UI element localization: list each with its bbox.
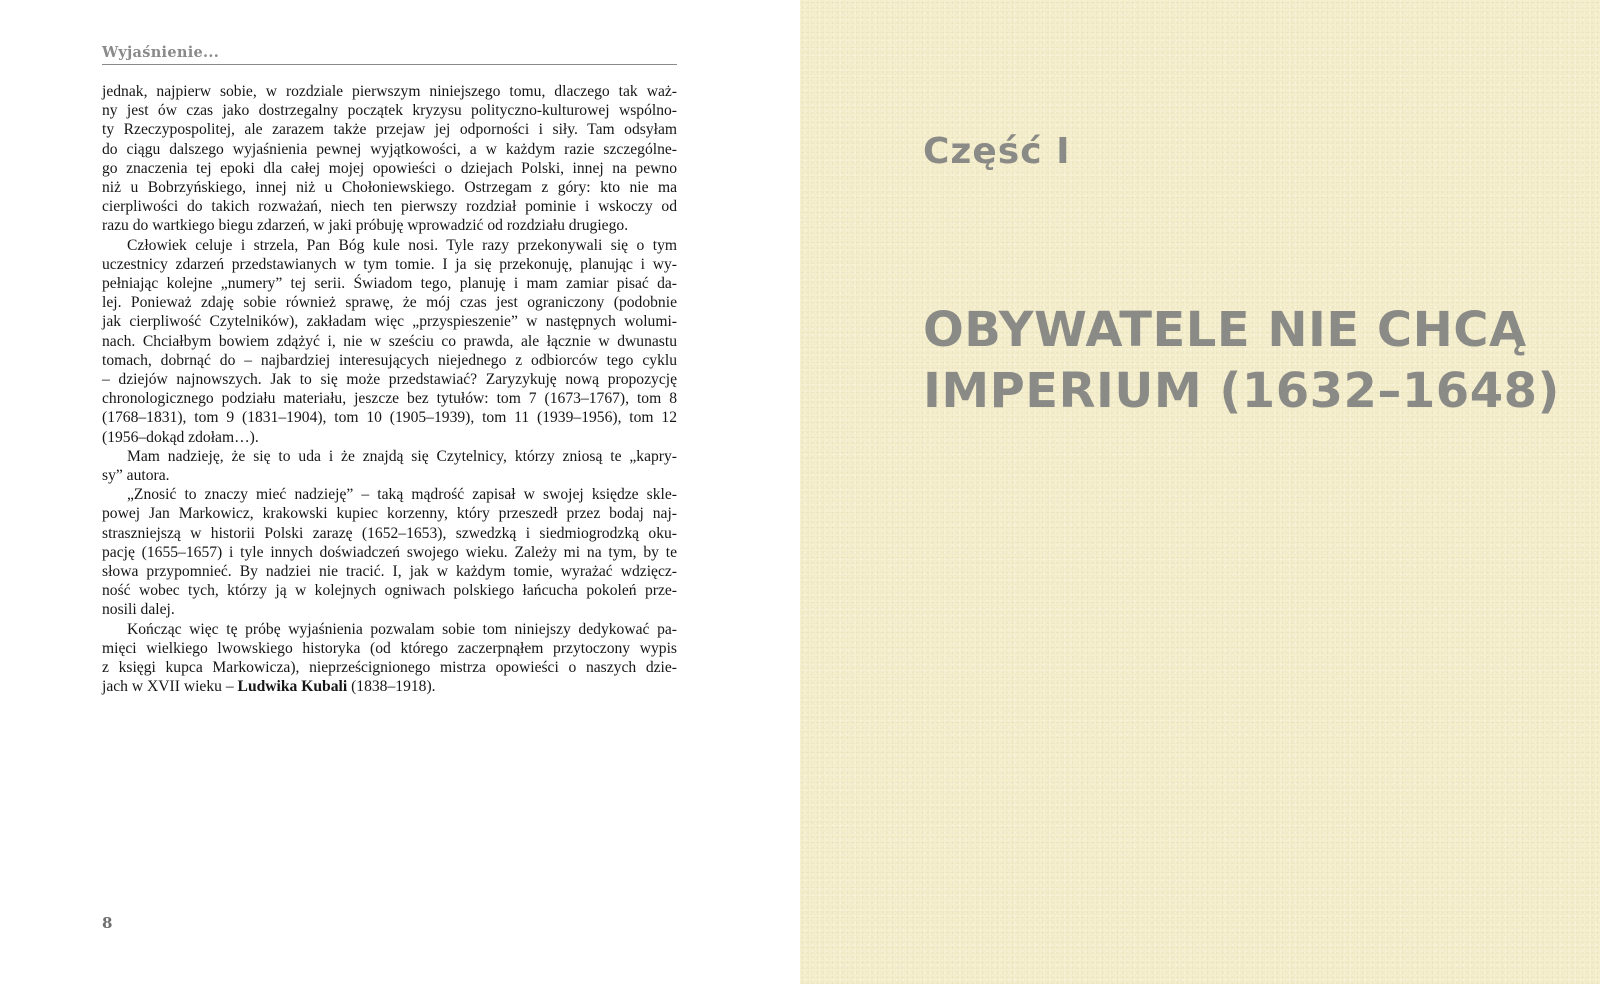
- text-line: powej Jan Markowicz, krakowski kupiec korzenny, który przeszedł przez bodaj naj-: [102, 505, 677, 523]
- text-line: lej. Ponieważ zdaję sobie również sprawę, że mój czas jest ograniczony (podobnie: [102, 294, 677, 312]
- running-head: Wyjaśnienie...: [102, 44, 677, 65]
- dedication-dates: (1838–1918).: [347, 678, 436, 696]
- text-line: pację (1655–1657) i tyle innych doświadczeń swojego wieku. Zależy mi na tym, by te: [102, 543, 677, 561]
- text-line: Kończąc więc tę próbę wyjaśnienia pozwalam sobie tom niniejszy dedykować pa-: [127, 620, 677, 638]
- text-line: „Znosić to znaczy mieć nadzieję” – taką mądrość zapisał w swojej księdze skle-: [127, 486, 677, 504]
- text-line: straszniejszą w historii Polski zarazę (1652–1653), szwedzką i siedmiogrodzką oku-: [102, 524, 677, 542]
- part-title: [923, 300, 1573, 422]
- body-text: [102, 82, 677, 697]
- text-line: jak cierpliwość Czytelników), zakładam więc „przyspieszenie” w następnych wolumi-: [102, 313, 677, 331]
- text-line: ny jest ów czas jako dostrzegalny początek kryzysu polityczno-kulturowej wspólno-: [102, 102, 677, 120]
- part-label: Część I: [923, 131, 1071, 172]
- text-line: ty Rzeczypospolitej, ale zarazem także przejaw jej odporności i siły. Tam odsyłam: [102, 121, 677, 139]
- text-line: ność wobec tych, którzy ją w kolejnych ogniwach polskiego łańcucha pokoleń prze-: [102, 582, 677, 600]
- text-line: jach w XVII wieku – Ludwika Kubali (1838–1918).: [102, 678, 436, 696]
- dedication-name: Ludwika Kubali: [237, 678, 348, 696]
- text-line: – dziejów najnowszych. Jak to się może przedstawiać? Zaryzykuję nową propozycję: [102, 371, 677, 389]
- text-line: niż u Bobrzyńskiego, innej niż u Chołoniewskiego. Ostrzegam z góry: kto nie ma: [102, 179, 677, 197]
- text-line: mięci wielkiego lwowskiego historyka (od którego zaczerpnąłem przytoczony wypis: [102, 639, 677, 657]
- text-line: uczestnicy zdarzeń przedstawianych w tym tomie. I ja się przekonuję, planując i wy-: [102, 255, 677, 273]
- part-title-line-1: OBYWATELE NIE CHCĄ: [923, 302, 1527, 358]
- text-line: (1956–dokąd zdołam…).: [102, 428, 259, 446]
- text-line: cierpliwości do takich rozważań, niech ten pierwszy rozdział pominie i wskoczy od: [102, 198, 677, 216]
- text-line: sy” autora.: [102, 467, 170, 485]
- text-line: tomach, dobrnąć do – najbardziej interesujących niejednego z odbiorców tego cyklu: [102, 351, 677, 369]
- text-line: Człowiek celuje i strzela, Pan Bóg kule nosi. Tyle razy przekonywali się o tym: [127, 236, 677, 254]
- text-line: nach. Chciałbym bowiem zdążyć i, nie w sześciu co prawda, ale łącznie w dwunastu: [102, 332, 677, 350]
- text-line: do ciągu dalszego wyjaśnienia pewnej wyjątkowości, a w każdym razie szczególne-: [102, 140, 677, 158]
- text-line: słowa przypomnieć. By nadziei nie tracić. I, jak w każdym tomie, wyrażać wdzięcz-: [102, 563, 677, 581]
- text-line: pełniając kolejne „numery” tej serii. Świadom tego, planuję i mam zamiar pisać da-: [102, 275, 677, 293]
- text-line: (1768–1831), tom 9 (1831–1904), tom 10 (1905–1939), tom 11 (1939–1956), tom 12: [102, 409, 677, 427]
- right-page: [800, 0, 1600, 984]
- text-line: jednak, najpierw sobie, w rozdziale pierwszym niniejszego tomu, dlaczego tak waż-: [102, 83, 677, 100]
- page-number: 8: [102, 914, 113, 932]
- text-line: Mam nadzieję, że się to uda i że znajdą się Czytelnicy, którzy zniosą te „kapry-: [127, 447, 677, 465]
- text-line: razu do wartkiego biegu zdarzeń, w jaki próbuję wprowadzić od rozdziału drugiego.: [102, 217, 629, 235]
- text-line: go znaczenia tej epoki dla całej mojej opowieści o dziejach Polski, innej na pewno: [102, 159, 677, 177]
- text-line: chronologicznego podziału materiału, jeszcze bez tytułów: tom 7 (1673–1767), tom 8: [102, 390, 677, 408]
- part-title-line-2: IMPERIUM (1632–1648): [923, 363, 1560, 419]
- text-line: z księgi kupca Markowicza), nieprześcignionego mistrza opowieści o naszych dzie-: [102, 659, 677, 677]
- text-line: nosili dalej.: [102, 601, 175, 619]
